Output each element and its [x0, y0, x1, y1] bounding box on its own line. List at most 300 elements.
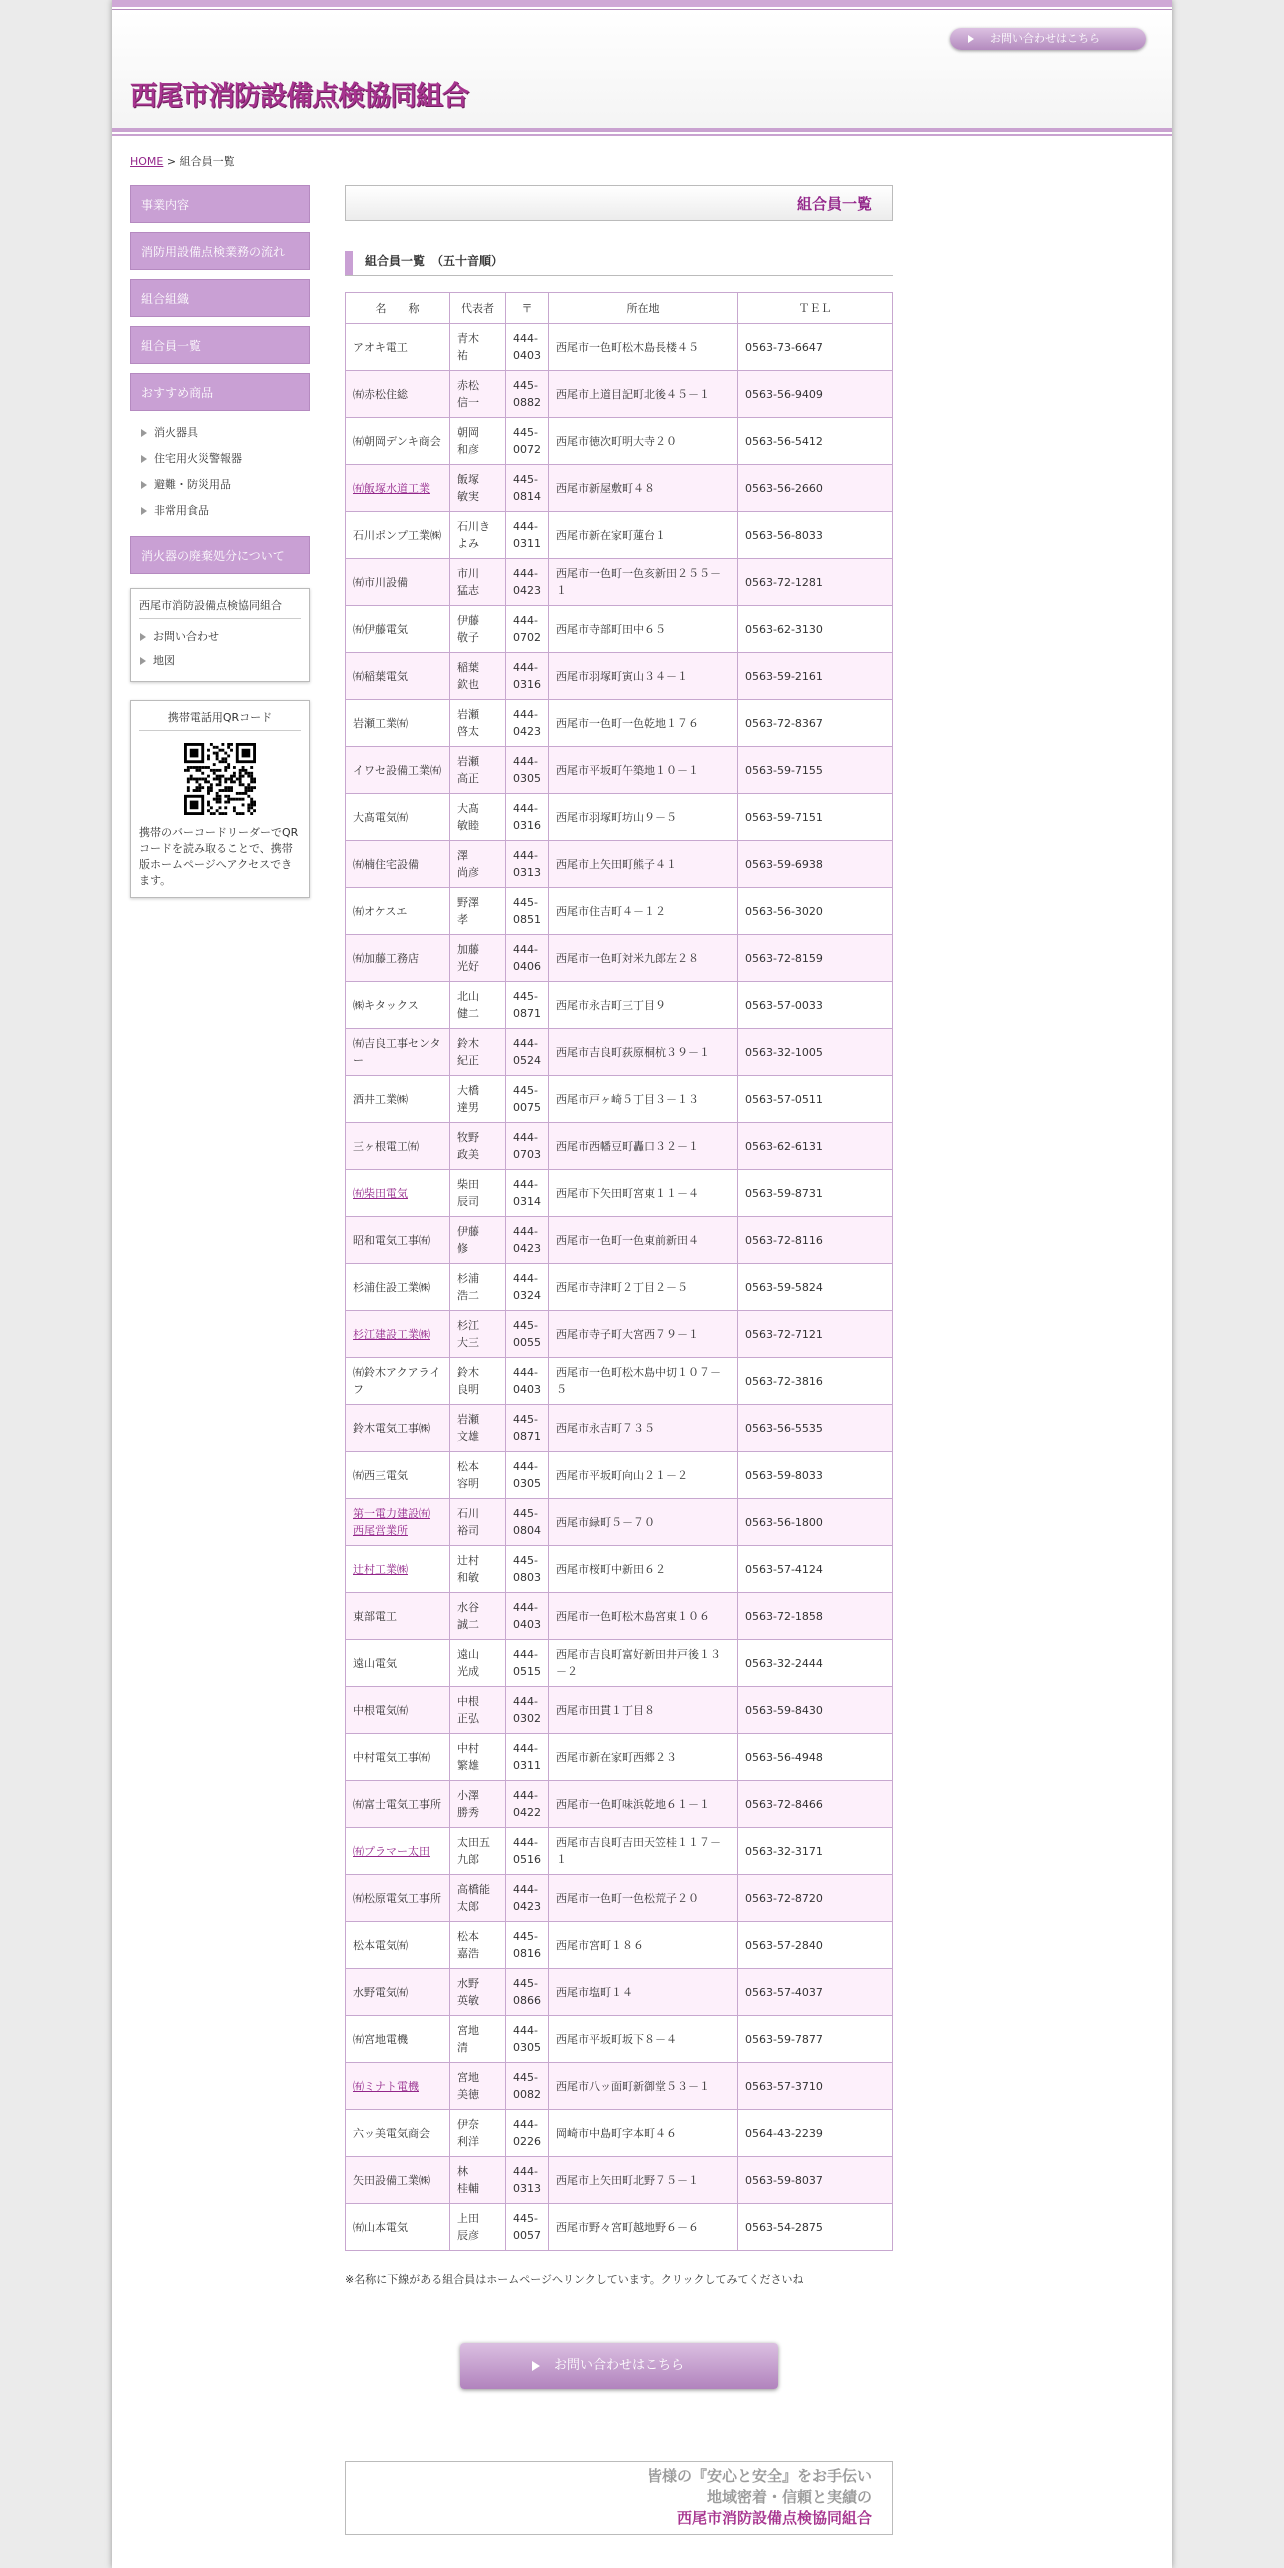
- member-homepage-link[interactable]: ㈲柴田電気: [353, 1186, 408, 1200]
- member-address: 西尾市吉良町富好新田井戸後１３－２: [549, 1640, 738, 1687]
- member-address: 西尾市平坂町向山２１－２: [549, 1452, 738, 1499]
- member-zip: 444-0423: [506, 1875, 549, 1922]
- member-address: 西尾市平坂町坂下８－４: [549, 2016, 738, 2063]
- member-name: ㈲加藤工務店: [346, 935, 450, 982]
- member-tel: 0563-59-7151: [738, 794, 893, 841]
- info-box-title: 西尾市消防設備点検協同組合: [139, 597, 301, 619]
- member-representative: 北山 健二: [450, 982, 506, 1029]
- member-representative: 鈴木 良明: [450, 1358, 506, 1405]
- member-name: 矢田設備工業㈱: [346, 2157, 450, 2204]
- table-row: [346, 1311, 893, 1358]
- submenu-evacuation[interactable]: 避難・防災用品: [140, 472, 310, 498]
- member-representative: 大髙 敏睦: [450, 794, 506, 841]
- member-zip: 444-0314: [506, 1170, 549, 1217]
- member-tel: 0563-56-5412: [738, 418, 893, 465]
- member-address: 西尾市羽塚町寅山３４－１: [549, 653, 738, 700]
- member-name: [346, 2063, 450, 2110]
- member-tel: 0563-56-8033: [738, 512, 893, 559]
- member-tel: 0563-72-8720: [738, 1875, 893, 1922]
- member-address: 西尾市吉良町荻原桐杭３９－１: [549, 1029, 738, 1076]
- table-row: [346, 1123, 893, 1170]
- member-representative: 岩瀬 文雄: [450, 1405, 506, 1452]
- member-representative: 岩瀬 啓太: [450, 700, 506, 747]
- member-representative: 稲葉 欽也: [450, 653, 506, 700]
- table-row: [346, 1875, 893, 1922]
- col-tel-header: ＴＥＬ: [738, 293, 893, 324]
- members-table-body: [346, 324, 893, 2251]
- member-representative: 遠山 光成: [450, 1640, 506, 1687]
- member-zip: 444-0423: [506, 559, 549, 606]
- member-zip: 445-0882: [506, 371, 549, 418]
- member-representative: 林 桂輔: [450, 2157, 506, 2204]
- breadcrumb-home-link[interactable]: HOME: [130, 155, 164, 168]
- member-name: ㈱キタックス: [346, 982, 450, 1029]
- member-name: ㈲吉良工事センター: [346, 1029, 450, 1076]
- table-row: [346, 1828, 893, 1875]
- member-representative: 澤 尚彦: [450, 841, 506, 888]
- member-address: 西尾市徳次町明大寺２０: [549, 418, 738, 465]
- table-row: [346, 1593, 893, 1640]
- member-zip: 444-0302: [506, 1687, 549, 1734]
- member-zip: 445-0082: [506, 2063, 549, 2110]
- table-row: [346, 1640, 893, 1687]
- table-row: [346, 512, 893, 559]
- member-address: 西尾市八ッ面町新御堂５３－１: [549, 2063, 738, 2110]
- member-zip: 444-0702: [506, 606, 549, 653]
- member-tel: 0563-59-8731: [738, 1170, 893, 1217]
- member-zip: 444-0403: [506, 1358, 549, 1405]
- member-representative: 高橋能太郎: [450, 1875, 506, 1922]
- member-tel: 0563-56-2660: [738, 465, 893, 512]
- member-address: 西尾市宮町１８６: [549, 1922, 738, 1969]
- submenu-fire-alarms[interactable]: 住宅用火災警報器: [140, 446, 310, 472]
- col-name-header: 名 称: [346, 293, 450, 324]
- table-row: [346, 2016, 893, 2063]
- member-zip: 444-0305: [506, 1452, 549, 1499]
- nav-inspection-flow[interactable]: 消防用設備点検業務の流れ: [130, 232, 310, 270]
- member-representative: 石川 裕司: [450, 1499, 506, 1546]
- breadcrumb-separator: >: [166, 155, 177, 168]
- table-row: [346, 1264, 893, 1311]
- table-row: [346, 324, 893, 371]
- member-zip: 445-0814: [506, 465, 549, 512]
- member-representative: 牧野 政美: [450, 1123, 506, 1170]
- col-rep-header: 代表者: [450, 293, 506, 324]
- footer-line-1: 皆様の『安心と安全』をお手伝い: [646, 2467, 872, 2485]
- member-homepage-link[interactable]: 杉江建設工業㈱: [353, 1327, 430, 1341]
- member-zip: 445-0871: [506, 982, 549, 1029]
- member-tel: 0563-72-8116: [738, 1217, 893, 1264]
- member-representative: 宮地 清: [450, 2016, 506, 2063]
- table-row: [346, 747, 893, 794]
- member-name: ㈲松原電気工事所: [346, 1875, 450, 1922]
- qr-box-text: 携帯のバーコードリーダーでQRコードを読み取ることで、携帯版ホームページへアクセスできます。: [139, 826, 299, 887]
- member-tel: 0563-72-3816: [738, 1358, 893, 1405]
- member-zip: 444-0305: [506, 747, 549, 794]
- member-address: 西尾市一色町対米九郎左２８: [549, 935, 738, 982]
- member-representative: 上田 辰彦: [450, 2204, 506, 2251]
- member-zip: 445-0075: [506, 1076, 549, 1123]
- col-address-header: 所在地: [549, 293, 738, 324]
- member-representative: 水野 英敏: [450, 1969, 506, 2016]
- member-address: 西尾市永吉町三丁目９: [549, 982, 738, 1029]
- table-row: [346, 888, 893, 935]
- table-row: [346, 1358, 893, 1405]
- table-row: [346, 2063, 893, 2110]
- member-zip: 444-0403: [506, 1593, 549, 1640]
- table-row: [346, 1217, 893, 1264]
- member-zip: 445-0816: [506, 1922, 549, 1969]
- member-address: 西尾市一色町松木島中切１０７－５: [549, 1358, 738, 1405]
- member-address: 西尾市塩町１４: [549, 1969, 738, 2016]
- member-address: 西尾市寺子町大宮西７９－１: [549, 1311, 738, 1358]
- member-tel: 0563-62-6131: [738, 1123, 893, 1170]
- member-zip: 445-0055: [506, 1311, 549, 1358]
- member-name: 岩瀬工業㈲: [346, 700, 450, 747]
- member-name: 東部電工: [346, 1593, 450, 1640]
- contact-button-bottom-label: お問い合わせはこちら: [554, 2358, 685, 2373]
- member-tel: 0563-72-8466: [738, 1781, 893, 1828]
- member-name: 昭和電気工事㈲: [346, 1217, 450, 1264]
- member-name: 杉浦住設工業㈱: [346, 1264, 450, 1311]
- member-representative: 大橋 達男: [450, 1076, 506, 1123]
- member-tel: 0563-56-1800: [738, 1499, 893, 1546]
- member-name: [346, 1499, 450, 1546]
- footnote: ※名称に下線がある組合員はホームページへリンクしています。クリックしてみてくださいね: [345, 2273, 804, 2286]
- member-tel: 0563-59-8037: [738, 2157, 893, 2204]
- member-name: 中根電気㈲: [346, 1687, 450, 1734]
- member-zip: 445-0803: [506, 1546, 549, 1593]
- col-zip-header: 〒: [506, 293, 549, 324]
- table-row: [346, 465, 893, 512]
- member-tel: 0563-59-6938: [738, 841, 893, 888]
- member-address: 西尾市緑町５－７０: [549, 1499, 738, 1546]
- member-zip: 444-0422: [506, 1781, 549, 1828]
- nav-members[interactable]: 組合員一覧: [130, 326, 310, 364]
- sidebar: [130, 185, 310, 916]
- table-row: [346, 982, 893, 1029]
- member-tel: 0563-54-2875: [738, 2204, 893, 2251]
- member-name: [346, 1311, 450, 1358]
- member-zip: 444-0311: [506, 1734, 549, 1781]
- member-tel: 0563-72-1281: [738, 559, 893, 606]
- member-address: 西尾市吉良町吉田天笠桂１１７－１: [549, 1828, 738, 1875]
- breadcrumb-current: 組合員一覧: [179, 155, 235, 168]
- table-row: [346, 653, 893, 700]
- member-name: ㈲山本電気: [346, 2204, 450, 2251]
- table-row: [346, 1734, 893, 1781]
- table-row: [346, 794, 893, 841]
- member-zip: 444-0423: [506, 1217, 549, 1264]
- member-name: [346, 465, 450, 512]
- footer-line-3: 西尾市消防設備点検協同組合: [676, 2509, 872, 2527]
- member-tel: 0563-57-2840: [738, 1922, 893, 1969]
- nav-products[interactable]: おすすめ商品: [130, 373, 310, 411]
- member-homepage-link[interactable]: ㈲プラマー太田: [353, 1844, 430, 1858]
- member-zip: 445-0851: [506, 888, 549, 935]
- qr-box: [130, 700, 310, 898]
- play-icon: [968, 35, 974, 43]
- member-representative: 岩瀬 高正: [450, 747, 506, 794]
- member-representative: 朝岡 和彦: [450, 418, 506, 465]
- member-name: ㈲稲葉電気: [346, 653, 450, 700]
- footer-line-2: 地域密着・信頼と実績の: [706, 2488, 872, 2506]
- nav-disposal[interactable]: 消火器の廃棄処分について: [130, 536, 310, 574]
- nav-organization[interactable]: 組合組織: [130, 279, 310, 317]
- member-zip: 444-0311: [506, 512, 549, 559]
- member-tel: 0563-72-8159: [738, 935, 893, 982]
- member-address: 西尾市桜町中新田６２: [549, 1546, 738, 1593]
- member-name: ㈲赤松住総: [346, 371, 450, 418]
- members-table: [345, 292, 893, 2251]
- member-homepage-link[interactable]: 第一電力建設㈲ 西尾営業所: [353, 1507, 430, 1537]
- member-address: 西尾市一色町一色東前新田４: [549, 1217, 738, 1264]
- table-row: [346, 1922, 893, 1969]
- member-name: 石川ポンプ工業㈱: [346, 512, 450, 559]
- main-content: [345, 185, 893, 2535]
- member-name: [346, 1546, 450, 1593]
- member-address: 西尾市田貫１丁目８: [549, 1687, 738, 1734]
- table-row: [346, 1781, 893, 1828]
- member-representative: 中村 繁雄: [450, 1734, 506, 1781]
- member-address: 西尾市上矢田町熊子４１: [549, 841, 738, 888]
- table-row: [346, 700, 893, 747]
- member-name: ㈲市川設備: [346, 559, 450, 606]
- member-name: 三ヶ根電工㈲: [346, 1123, 450, 1170]
- member-address: 西尾市一色町一色松荒子２０: [549, 1875, 738, 1922]
- member-name: ㈲楠住宅設備: [346, 841, 450, 888]
- member-tel: 0563-72-7121: [738, 1311, 893, 1358]
- table-row: [346, 935, 893, 982]
- member-zip: 444-0305: [506, 2016, 549, 2063]
- member-tel: 0563-73-6647: [738, 324, 893, 371]
- member-tel: 0563-56-5535: [738, 1405, 893, 1452]
- table-row: [346, 1499, 893, 1546]
- member-representative: 石川きよみ: [450, 512, 506, 559]
- member-zip: 444-0524: [506, 1029, 549, 1076]
- member-representative: 小澤 勝秀: [450, 1781, 506, 1828]
- member-representative: 水谷 誠二: [450, 1593, 506, 1640]
- table-row: [346, 2157, 893, 2204]
- member-representative: 野澤 孝: [450, 888, 506, 935]
- table-row: [346, 1076, 893, 1123]
- member-tel: 0563-57-4037: [738, 1969, 893, 2016]
- member-tel: 0563-32-2444: [738, 1640, 893, 1687]
- member-tel: 0564-43-2239: [738, 2110, 893, 2157]
- table-row: [346, 1546, 893, 1593]
- member-tel: 0563-72-1858: [738, 1593, 893, 1640]
- member-tel: 0563-59-7155: [738, 747, 893, 794]
- contact-button-bottom[interactable]: [460, 2343, 778, 2389]
- member-representative: 松本 嘉浩: [450, 1922, 506, 1969]
- table-row: [346, 1170, 893, 1217]
- member-address: 西尾市寺部町田中６５: [549, 606, 738, 653]
- member-representative: 宮地 美徳: [450, 2063, 506, 2110]
- member-address: 西尾市一色町味浜乾地６１－１: [549, 1781, 738, 1828]
- member-address: 西尾市一色町松木島長楼４５: [549, 324, 738, 371]
- member-address: 西尾市永吉町７３５: [549, 1405, 738, 1452]
- member-address: 西尾市新在家町蓮台１: [549, 512, 738, 559]
- member-tel: 0563-57-4124: [738, 1546, 893, 1593]
- member-name: イワセ設備工業㈲: [346, 747, 450, 794]
- member-zip: 444-0516: [506, 1828, 549, 1875]
- table-row: [346, 559, 893, 606]
- table-header-row: [346, 293, 893, 324]
- member-tel: 0563-59-8033: [738, 1452, 893, 1499]
- play-icon: [532, 2361, 540, 2371]
- member-name: 六ッ美電気商会: [346, 2110, 450, 2157]
- member-representative: 杉浦 浩二: [450, 1264, 506, 1311]
- member-representative: 青木 祐: [450, 324, 506, 371]
- member-address: 西尾市住吉町４－１２: [549, 888, 738, 935]
- member-zip: 444-0324: [506, 1264, 549, 1311]
- site-logo[interactable]: 西尾市消防設備点検協同組合: [130, 81, 468, 112]
- member-name: 水野電気㈲: [346, 1969, 450, 2016]
- table-row: [346, 1969, 893, 2016]
- member-tel: 0563-56-4948: [738, 1734, 893, 1781]
- member-zip: 444-0316: [506, 653, 549, 700]
- member-name: ㈲朝岡デンキ商会: [346, 418, 450, 465]
- top-band: [112, 0, 1172, 9]
- table-row: [346, 2204, 893, 2251]
- section-heading: 組合員一覧 （五十音順）: [345, 251, 893, 276]
- contact-button-top-label: お問い合わせはこちら: [990, 32, 1100, 45]
- member-representative: 松本 容明: [450, 1452, 506, 1499]
- nav-business[interactable]: 事業内容: [130, 185, 310, 223]
- member-name: ㈲オケスエ: [346, 888, 450, 935]
- member-name: 鈴木電気工事㈱: [346, 1405, 450, 1452]
- member-address: 西尾市寺津町２丁目２－５: [549, 1264, 738, 1311]
- member-name: ㈲宮地電機: [346, 2016, 450, 2063]
- member-address: 西尾市一色町一色亥新田２５５－１: [549, 559, 738, 606]
- member-representative: 中根 正弘: [450, 1687, 506, 1734]
- footer-slogan: [345, 2461, 893, 2535]
- member-representative: 飯塚 敏実: [450, 465, 506, 512]
- info-box: [130, 588, 310, 682]
- member-address: 西尾市下矢田町宮東１１－４: [549, 1170, 738, 1217]
- info-link-map[interactable]: 地図: [139, 649, 301, 673]
- table-row: [346, 1452, 893, 1499]
- member-tel: 0563-59-8430: [738, 1687, 893, 1734]
- qr-box-title: 携帯電話用QRコード: [139, 709, 301, 731]
- member-name: ㈲鈴木アクアライフ: [346, 1358, 450, 1405]
- member-name: ㈲富士電気工事所: [346, 1781, 450, 1828]
- member-tel: 0563-62-3130: [738, 606, 893, 653]
- member-address: 西尾市羽塚町坊山９－５: [549, 794, 738, 841]
- page: [112, 0, 1172, 2568]
- member-address: 岡崎市中島町字本町４６: [549, 2110, 738, 2157]
- member-zip: 444-0406: [506, 935, 549, 982]
- contact-button-top[interactable]: [950, 28, 1146, 50]
- table-row: [346, 606, 893, 653]
- table-row: [346, 1405, 893, 1452]
- member-address: 西尾市上道目記町北後４５－１: [549, 371, 738, 418]
- member-tel: 0563-59-2161: [738, 653, 893, 700]
- member-representative: 伊藤 修: [450, 1217, 506, 1264]
- member-tel: 0563-56-9409: [738, 371, 893, 418]
- member-representative: 柴田 辰司: [450, 1170, 506, 1217]
- member-zip: 444-0313: [506, 2157, 549, 2204]
- table-row: [346, 841, 893, 888]
- member-tel: 0563-32-3171: [738, 1828, 893, 1875]
- member-name: 大髙電気㈲: [346, 794, 450, 841]
- table-row: [346, 418, 893, 465]
- member-name: 酒井工業㈱: [346, 1076, 450, 1123]
- member-homepage-link[interactable]: 辻村工業㈱: [353, 1562, 408, 1576]
- member-representative: 太田五九郎: [450, 1828, 506, 1875]
- member-address: 西尾市一色町一色乾地１７６: [549, 700, 738, 747]
- member-tel: 0563-57-0511: [738, 1076, 893, 1123]
- member-name: ㈲西三電気: [346, 1452, 450, 1499]
- table-row: [346, 1029, 893, 1076]
- member-tel: 0563-57-3710: [738, 2063, 893, 2110]
- member-name: [346, 1170, 450, 1217]
- member-zip: 444-0313: [506, 841, 549, 888]
- member-zip: 445-0804: [506, 1499, 549, 1546]
- table-row: [346, 1687, 893, 1734]
- member-address: 西尾市西幡豆町轟口３２－１: [549, 1123, 738, 1170]
- header: [112, 10, 1172, 132]
- products-submenu: [140, 420, 310, 524]
- member-address: 西尾市新屋敷町４８: [549, 465, 738, 512]
- submenu-emergency-food[interactable]: 非常用食品: [140, 498, 310, 524]
- member-zip: 444-0226: [506, 2110, 549, 2157]
- member-representative: 辻村 和敏: [450, 1546, 506, 1593]
- member-zip: 445-0871: [506, 1405, 549, 1452]
- member-tel: 0563-59-7877: [738, 2016, 893, 2063]
- member-representative: 伊奈 利洋: [450, 2110, 506, 2157]
- table-row: [346, 371, 893, 418]
- member-zip: 444-0703: [506, 1123, 549, 1170]
- member-tel: 0563-32-1005: [738, 1029, 893, 1076]
- member-name: 遠山電気: [346, 1640, 450, 1687]
- info-link-contact[interactable]: お問い合わせ: [139, 625, 301, 649]
- member-zip: 445-0866: [506, 1969, 549, 2016]
- member-name: [346, 1828, 450, 1875]
- member-address: 西尾市平坂町午築地１０－１: [549, 747, 738, 794]
- member-representative: 加藤 光好: [450, 935, 506, 982]
- member-name: 松本電気㈲: [346, 1922, 450, 1969]
- qr-code-icon: [184, 743, 256, 815]
- member-tel: 0563-57-0033: [738, 982, 893, 1029]
- member-representative: 杉江 大三: [450, 1311, 506, 1358]
- member-zip: 444-0403: [506, 324, 549, 371]
- member-representative: 市川 猛志: [450, 559, 506, 606]
- submenu-extinguishers[interactable]: 消火器具: [140, 420, 310, 446]
- member-name: ㈲伊藤電気: [346, 606, 450, 653]
- member-tel: 0563-72-8367: [738, 700, 893, 747]
- member-homepage-link[interactable]: ㈲ミナト電機: [353, 2079, 419, 2093]
- breadcrumb: [130, 153, 235, 169]
- member-zip: 444-0515: [506, 1640, 549, 1687]
- member-address: 西尾市野々宮町越地野６－６: [549, 2204, 738, 2251]
- member-address: 西尾市新在家町西郷２３: [549, 1734, 738, 1781]
- member-representative: 赤松 信一: [450, 371, 506, 418]
- member-zip: 444-0316: [506, 794, 549, 841]
- member-address: 西尾市一色町松木島宮東１０６: [549, 1593, 738, 1640]
- member-homepage-link[interactable]: ㈲飯塚水道工業: [353, 481, 430, 495]
- member-tel: 0563-59-5824: [738, 1264, 893, 1311]
- member-address: 西尾市戸ヶ崎５丁目３－１３: [549, 1076, 738, 1123]
- table-row: [346, 2110, 893, 2157]
- member-name: 中村電気工事㈲: [346, 1734, 450, 1781]
- member-zip: 445-0072: [506, 418, 549, 465]
- member-zip: 445-0057: [506, 2204, 549, 2251]
- member-name: アオキ電工: [346, 324, 450, 371]
- member-representative: 伊藤 敬子: [450, 606, 506, 653]
- member-tel: 0563-56-3020: [738, 888, 893, 935]
- member-zip: 444-0423: [506, 700, 549, 747]
